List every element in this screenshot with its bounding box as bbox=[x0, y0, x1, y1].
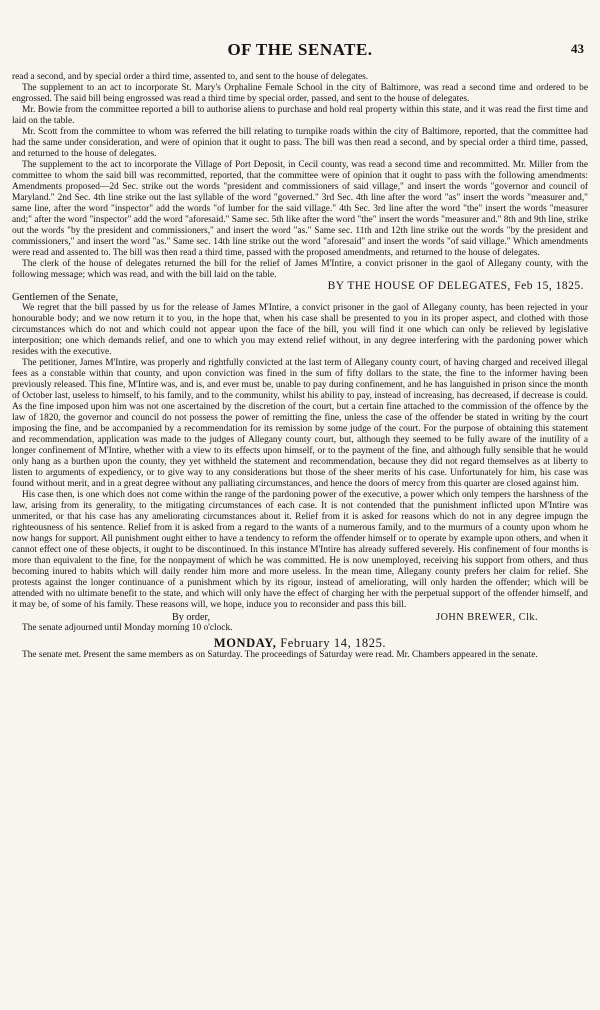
running-head: OF THE SENATE. bbox=[227, 40, 373, 59]
adjournment-note: The senate adjourned until Monday morning 10 o'clock. bbox=[22, 623, 233, 633]
closing-paragraph: The senate met. Present the same members as on Saturday. The proceedings of Saturday were read. Mr. Chambers appeared in the senate. bbox=[22, 650, 538, 660]
signature: JOHN BREWER, Clk. bbox=[436, 612, 538, 623]
paragraph: read a second, and by special order a third time, assented to, and sent to the house of delegates. bbox=[12, 72, 369, 82]
paragraph: The clerk of the house of delegates returned the bill for the relief of James M'Intire, a convict prisoner in the gaol of Allegany county, with the following message; which was read, and with the bill laid on the table. bbox=[12, 259, 588, 280]
by-order: By order, bbox=[172, 612, 211, 623]
page-number: 43 bbox=[571, 41, 584, 56]
body-text bbox=[12, 72, 588, 661]
paragraph: Mr. Scott from the committee to whom was referred the bill relating to turnpike roads within the city of Baltimore, reported, that the committee had had the same under consideration, and were of opinion that it ought to pass. The bill was then read a second, and by special order a third time, passed, and returned to the house of delegates. bbox=[12, 127, 588, 159]
message-salutation: Gentlemen of the Senate, bbox=[12, 292, 119, 303]
message-paragraph: The petitioner, James M'Intire, was properly and rightfully convicted at the last term of Allegany county court, of having charged and received illegal fees as a constable within that county, and upon conviction was fined in the sum of fifty dollars to the state, the fine to the informer having been previously released. This fine, M'Intire was, and is, and ever must be, unable to pay during confinement, and he has languished in prison since the month of October last, useless to himself, to his family, and to the community, whilst his ability to pay, instead of increasing, has decreased, if decrease is could. As the fine imposed upon him was not one ascertained by the discretion of the court, but a certain fine attached to the commission of the offence by the law of 1820, the governor and council do not possess the power of remitting the fine, unless the case of the offender be stated in writing by the court imposing the fine, and be accompanied by a recommendation for its remission by some judge of the court. For the purpose of obtaining this statement and recommendation, application was made to the judges of Allegany county court, but, although they seemed to be fully aware of the inutility of a longer confinement of M'Intire, whether with a view to its effects upon himself, or to the payment of the fine, and although fully sensible that he would only hang as a burthen upon the county, they yet withheld the statement and recommendation, because they did not regard themselves as at liberty to listen to arguments of expediency, or to give way to any considerations but those of the sheer merits of his case. Unfortunately for him, his case was found without merit, and in a great degree without any palliating circumstances, and hence the doors of mercy from this quarter are closed against him. bbox=[12, 358, 588, 489]
message-paragraph: We regret that the bill passed by us for the release of James M'Intire, a convict prisoner in the gaol of Allegany county, has been rejected in your honourable body; and we now return it to you, in the hope that, when his case shall be presented to you in its proper aspect, and clothed with those circumstances which do not and which could not appear upon the face of the bill, you will find it one which can only be relieved by legislative interposition; one which demands relief, and one to which you may extend relief without, in any degree interfering with the pardoning power which resides with the executive. bbox=[12, 303, 588, 357]
date-heading-date: February 14, 1825. bbox=[280, 636, 387, 650]
paragraph: Mr. Bowie from the committee reported a bill to authorise aliens to purchase and hold real property within this state, and it was read the first time and laid on the table. bbox=[12, 105, 588, 126]
message-attribution: BY THE HOUSE OF DELEGATES, Feb 15, 1825. bbox=[327, 280, 584, 292]
message-paragraph: His case then, is one which does not come within the range of the pardoning power of the executive, a power which only tempers the harshness of the law, arising from its generality, to the mitigating circumstances of each case. It is not contended that the punishment inflicted upon M'Intire was unmerited, or that his case has any ameliorating circumstances about it. Relief from it is asked for reasons which do not in any degree impugn the righteousness of his sentence. Relief from it is asked from a regard to the wants of a numerous family, and to the murmurs of a county upon whom he now hangs for support. All punishment ought either to have a tendency to reform the offender himself or to operate by example upon others, and when it cannot effect one of these objects, it ought to be discontinued. In this instance M'Intire has already suffered severely. His confinement of four months is more than equivalent to the fine, for the nonpayment of which he was committed. He is now unemployed, receiving his support from others, and thus becoming inured to habits which will daily render him more and more useless. In the mean time, Allegany county prefers her claim for relief. She protests against the longer continuance of a punishment which by its rigour, instead of ameliorating, will only harden the offender; which will be attended with no ultimate benefit to the state, and which will only have the effect of charging her with the perpetual support of the offender himself, and it may be, of some of his family. These reasons will, we hope, induce you to reconsider and pass this bill. bbox=[12, 490, 588, 610]
signature-block bbox=[12, 612, 588, 623]
date-heading bbox=[12, 638, 588, 649]
paragraph: The supplement to the act to incorporate the Village of Port Deposit, in Cecil county, was read a second time and recommitted. Mr. Miller from the committee to whom the said bill was recommitted, reported, that the committee were of opinion that it ought to pass with the following amendments: Amendments proposed—2d Sec. strike out the words "president and commissioners of said village," and insert the words "governor and council of Maryland." 2nd Sec. 4th line strike out the last syllable of the word "governed." 3rd Sec. 4th line after the word "as" insert the words "measurer and," same line, after the word "inspector" add the words "of lumber for the said village." 4th Sec. 3rd line after the word "the" insert the words "measurer and;" after the word "inspector" add the word "aforesaid." Same sec. 5th like after the word "the" insert the words "measurer and." 8th and 9th line, strike out the words "by the president and commissioners," and insert the word "as." Same sec. 11th and 12th line strike out the words "by the president and commissioners," and insert the word "as." Same sec. 14th line strike out the word "aforesaid" and insert the words "of said village." Which amendments were read and assented to. The bill was then read a third time, passed with the proposed amendments, and returned to the house of delegates. bbox=[12, 160, 588, 258]
date-heading-day: MONDAY, bbox=[213, 636, 277, 650]
paragraph: The supplement to an act to incorporate St. Mary's Orphaline Female School in the city of Baltimore, was read a second time and ordered to be engrossed. The said bill being engrossed was read a third time by special order, passed, and sent to the house of delegates. bbox=[12, 83, 588, 104]
